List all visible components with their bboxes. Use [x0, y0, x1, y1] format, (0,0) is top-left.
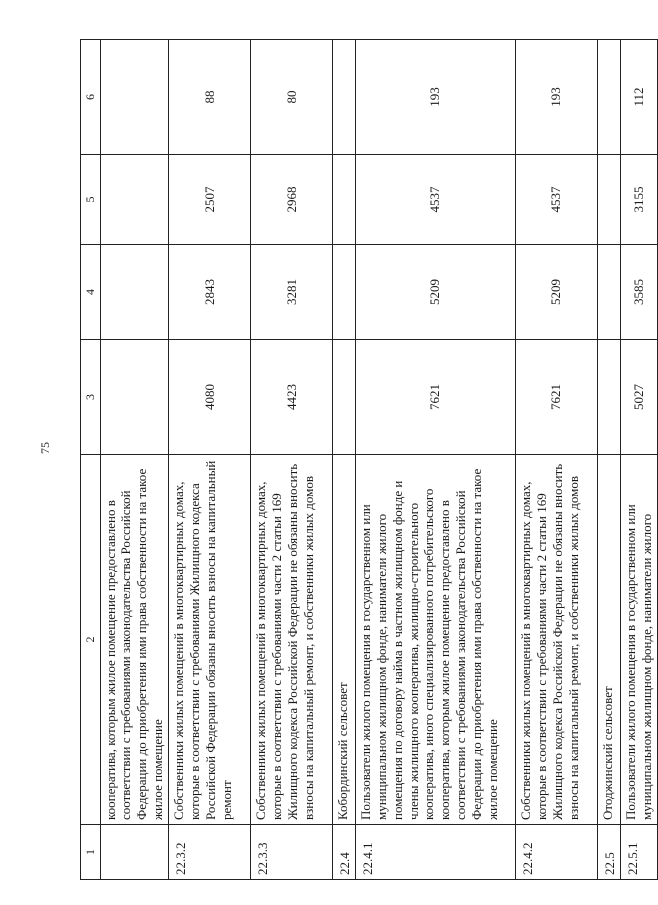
row-value-col4 [100, 245, 168, 340]
table-row [515, 40, 597, 880]
row-code: 22.3.3 [251, 825, 333, 880]
row-value-col6: 88 [169, 40, 251, 155]
row-value-col3: 4423 [251, 340, 333, 455]
row-value-col4: 5209 [515, 245, 597, 340]
row-value-col6: 193 [515, 40, 597, 155]
row-value-col5: 4537 [355, 155, 515, 245]
row-description: Собственники жилых помещений в многоквартирных домах, которые в соответствии с требованиями части 2 статьи 169 Жилищного кодекса Российской Федерации не обязаны вносить взносы на капитальный ремонт, и собственники жилых домов [251, 455, 333, 825]
row-description: Собственники жилых помещений в многоквартирных домах, которые в соответствии с требованиями части 2 статьи 169 Жилищного кодекса Российской Федерации не обязаны вносить взносы на капитальный ремонт, и собственники жилых домов [515, 455, 597, 825]
row-code: 22.4.2 [515, 825, 597, 880]
column-header: 6 [81, 40, 101, 155]
table-row [620, 40, 657, 880]
column-header: 2 [81, 455, 101, 825]
row-value-col4: 3281 [251, 245, 333, 340]
table-row [355, 40, 515, 880]
row-value-col5 [333, 155, 356, 245]
row-code: 22.3.2 [169, 825, 251, 880]
document-sheet [80, 40, 654, 880]
row-value-col3: 7621 [355, 340, 515, 455]
section-row [597, 40, 620, 880]
column-header: 5 [81, 155, 101, 245]
row-value-col4: 5209 [355, 245, 515, 340]
row-value-col6 [597, 40, 620, 155]
table-row [251, 40, 333, 880]
row-value-col6: 193 [355, 40, 515, 155]
row-description: Пользователи жилого помещения в государственном или муниципальном жилищном фонде, наниматели жилого помещения по договору найма в частном жилищном фонде и члены жилищного кооператива, жилищно-строительного кооператива, иного специализированного потребительского кооператива, которым жилое помещение предоставлено в соответствии с требованиями законодательства Российской Федерации до приобретения ими права собственности на такое жилое помещение [355, 455, 515, 825]
row-code [100, 825, 168, 880]
section-title: Кобординский сельсовет [333, 455, 356, 825]
row-description: кооператива, которым жилое помещение предоставлено в соответствии с требованиями законодательства Российской Федерации до приобретения ими права собственности на такое жилое помещение [100, 455, 168, 825]
row-value-col4 [333, 245, 356, 340]
tariff-table [80, 39, 658, 880]
row-value-col6: 80 [251, 40, 333, 155]
table-header-row [81, 40, 101, 880]
section-row [333, 40, 356, 880]
row-value-col3 [597, 340, 620, 455]
row-value-col5 [597, 155, 620, 245]
row-code: 22.5.1 [620, 825, 657, 880]
row-value-col5: 4537 [515, 155, 597, 245]
row-value-col5: 3155 [620, 155, 657, 245]
row-value-col4: 2843 [169, 245, 251, 340]
page-number: 75 [38, 442, 52, 454]
row-value-col4: 3585 [620, 245, 657, 340]
column-header: 4 [81, 245, 101, 340]
column-header: 1 [81, 825, 101, 880]
row-description: Пользователи жилого помещения в государственном или муниципальном жилищном фонде, наниматели жилого [620, 455, 657, 825]
row-value-col6: 112 [620, 40, 657, 155]
row-value-col3: 7621 [515, 340, 597, 455]
table-row [100, 40, 168, 880]
row-value-col5: 2507 [169, 155, 251, 245]
row-value-col3: 5027 [620, 340, 657, 455]
row-value-col6 [100, 40, 168, 155]
row-description: Собственники жилых помещений в многоквартирных домах, которые в соответствии с требованиями Жилищного кодекса Российской Федерации обязаны вносить взносы на капитальный ремонт [169, 455, 251, 825]
row-value-col4 [597, 245, 620, 340]
row-value-col3: 4080 [169, 340, 251, 455]
row-code: 22.4 [333, 825, 356, 880]
row-value-col5: 2968 [251, 155, 333, 245]
row-value-col6 [333, 40, 356, 155]
rotated-table-wrapper [80, 40, 654, 880]
row-value-col3 [333, 340, 356, 455]
column-header: 3 [81, 340, 101, 455]
table-row [169, 40, 251, 880]
row-code: 22.4.1 [355, 825, 515, 880]
row-value-col3 [100, 340, 168, 455]
row-code: 22.5 [597, 825, 620, 880]
row-value-col5 [100, 155, 168, 245]
section-title: Отоджинский сельсовет [597, 455, 620, 825]
